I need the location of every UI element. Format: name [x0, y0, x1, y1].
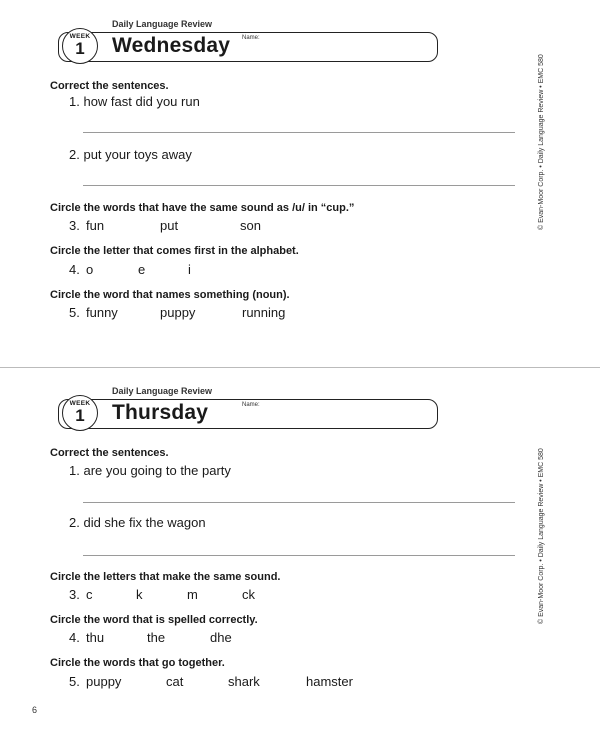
question-4-number: 4. [69, 630, 80, 645]
option-k[interactable]: k [136, 587, 143, 602]
sentence-2-number: 2. [69, 147, 80, 162]
series-label: Daily Language Review [112, 19, 213, 29]
week-label: WEEK [69, 33, 91, 40]
name-label: Name: [242, 35, 260, 41]
sentence-2-number: 2. [69, 515, 80, 530]
side-credit: © Evan-Moor Corp. • Daily Language Review • EMC 580 [538, 54, 545, 230]
sentence-1-text: how fast did you run [83, 94, 200, 109]
option-ck[interactable]: ck [242, 587, 255, 602]
week-badge [62, 395, 98, 431]
option-i[interactable]: i [188, 262, 191, 277]
sentence-1-text: are you going to the party [83, 463, 231, 478]
instruction-2: Circle the words that have the same sound as /u/ in “cup.” [50, 202, 355, 214]
question-3-number: 3. [69, 218, 80, 233]
sentence-2 [69, 515, 206, 530]
sentence-1 [69, 463, 231, 478]
answer-line-1[interactable] [83, 132, 515, 133]
question-5-number: 5. [69, 305, 80, 320]
option-cat[interactable]: cat [166, 674, 184, 689]
option-o[interactable]: o [86, 262, 94, 277]
option-son[interactable]: son [240, 218, 261, 233]
instruction-3: Circle the word that is spelled correctly. [50, 614, 258, 626]
sentence-1 [69, 94, 200, 109]
side-credit: © Evan-Moor Corp. • Daily Language Review • EMC 580 [538, 448, 545, 624]
week-label: WEEK [69, 400, 91, 407]
option-put[interactable]: put [160, 218, 179, 233]
name-label: Name: [242, 402, 260, 408]
sentence-2-text: put your toys away [83, 147, 192, 162]
question-5-number: 5. [69, 674, 80, 689]
option-puppy[interactable]: puppy [160, 305, 196, 320]
instruction-3: Circle the letter that comes first in the alphabet. [50, 245, 299, 257]
option-funny[interactable]: funny [86, 305, 118, 320]
option-hamster[interactable]: hamster [306, 674, 353, 689]
option-puppy[interactable]: puppy [86, 674, 122, 689]
answer-line-2[interactable] [83, 185, 515, 186]
instruction-2: Circle the letters that make the same sound. [50, 571, 281, 583]
week-number: 1 [75, 39, 85, 58]
sentence-2-text: did she fix the wagon [83, 515, 206, 530]
week-badge [62, 28, 98, 64]
option-thu[interactable]: thu [86, 630, 105, 645]
instruction-1: Correct the sentences. [50, 447, 169, 459]
week-number: 1 [75, 406, 85, 425]
day-title: Thursday [112, 401, 209, 424]
instruction-4: Circle the words that go together. [50, 657, 225, 669]
question-3-number: 3. [69, 587, 80, 602]
option-shark[interactable]: shark [228, 674, 260, 689]
sentence-1-number: 1. [69, 463, 80, 478]
answer-line-1[interactable] [83, 502, 515, 503]
page-number: 6 [32, 705, 38, 715]
question-4-number: 4. [69, 262, 80, 277]
instruction-4: Circle the word that names something (noun). [50, 289, 290, 301]
option-m[interactable]: m [187, 587, 198, 602]
option-e[interactable]: e [138, 262, 146, 277]
instruction-1: Correct the sentences. [50, 80, 169, 92]
series-label: Daily Language Review [112, 386, 213, 396]
option-fun[interactable]: fun [86, 218, 105, 233]
sentence-2 [69, 147, 192, 162]
option-c[interactable]: c [86, 587, 93, 602]
answer-line-2[interactable] [83, 555, 515, 556]
option-the[interactable]: the [147, 630, 166, 645]
sentence-1-number: 1. [69, 94, 80, 109]
page-divider [0, 367, 600, 368]
option-running[interactable]: running [242, 305, 286, 320]
option-dhe[interactable]: dhe [210, 630, 232, 645]
day-title: Wednesday [112, 34, 231, 57]
